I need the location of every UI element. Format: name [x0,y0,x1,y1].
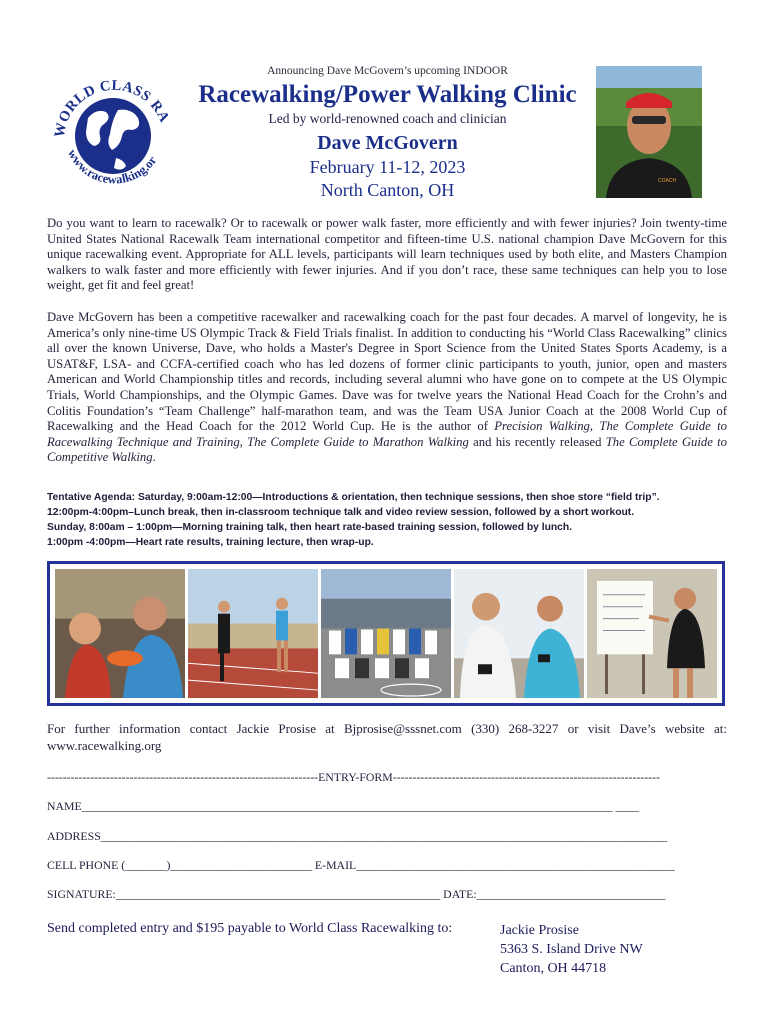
mail-instructions: Send completed entry and $195 payable to World Class Racewalking to: [47,921,453,936]
street-address: 5363 S. Island Drive NW [500,942,643,957]
agenda-line: 1:00pm -4:00pm—Heart rate results, training lecture, then wrap-up. [47,537,374,548]
clinic-photo-heart-rate [454,569,584,698]
announcement-line: Announcing Dave McGovern’s upcoming INDOOR [267,65,508,77]
book-title-precision-walking: Precision Walking [494,419,590,434]
clinic-photo-group [321,569,451,698]
flyer-header [190,64,585,202]
separator: , [239,434,248,449]
contact-info: For further information contact Jackie Prosise at Bjprosise@sssnet.com (330) 268-3227 or visit Dave’s website at: www.racewalking.org [47,721,727,753]
event-dates: February 11-12, 2023 [309,157,466,177]
event-location: North Canton, OH [320,180,455,200]
name-field[interactable]: NAME__________________________________________________________________________________________ ____ [47,799,640,813]
logo-top-text: WORLD CLASS RA [51,77,173,139]
bio-end: . [152,450,156,465]
clinic-photo-shoes [55,569,185,698]
coach-portrait-photo [596,66,702,198]
agenda-line: Sunday, 8:00am – 1:00pm—Morning training talk, then heart rate-based training session, followed by lunch. [47,522,573,533]
signature-date-field[interactable]: SIGNATURE:_______________________________________________________ DATE:________________________________ [47,887,666,901]
page-title: Racewalking/Power Walking Clinic [198,81,577,108]
city-state-zip: Canton, OH 44718 [500,961,607,976]
phone-email-field[interactable]: CELL PHONE (_______)________________________ E-MAIL______________________________________________________ [47,858,675,872]
world-class-racewalking-logo [46,66,180,200]
address-field[interactable]: ADDRESS________________________________________________________________________________________________ [47,829,668,843]
subtitle: Led by world-renowned coach and clinician [268,111,507,126]
book-title-marathon-guide: The Complete Guide to Marathon Walking [247,434,469,449]
entry-form-divider: ---------------------------------------------------------------------ENTRY-FORM-------------------------------------------------------------------- [47,770,660,784]
bio-text: Dave McGovern has been a competitive racewalker and racewalking coach for the past four decades. A marvel of longevity, he is America’s only nine-time US Olympic Track & Field Trials finalist. In addition to conducting his “World Class Racewalking” clinics all over the known Universe, Dave, who holds a Master's Degree in Sport Science from the United States Sports Academy, is a USAT&F, LSA- and CCFA-certified coach who has led dozens of former clinic participants to youth, junior, open and masters American and World Championship titles and records, including several alumni who have gone on to compete at the US Olympic Trials, World Championships, and the Olympic Games. Dave was for twelve years the National Head Coach for the Crohn’s and Colitis Foundation’s “Team Challenge” half-marathon team, and was the Team USA Junior Coach at the 2008 World Cup of Racewalking and the Head Coach for the 2012 World Cup. He is the author of [47,310,727,434]
clinic-photo-strip [47,561,725,706]
bio-paragraph [47,310,727,466]
mailing-address [500,921,643,978]
agenda [47,490,727,550]
separator: , [589,419,600,434]
clinic-photo-track [188,569,318,698]
logo-bottom-text: www.racewalking.or [65,147,160,187]
book-title-competitive-walking: The Complete Guide to Competitive Walking [47,434,727,465]
agenda-line: 12:00pm-4:00pm–Lunch break, then in-classroom technique talk and video review session, followed by a short workout. [47,507,635,518]
clinic-photo-lecture [587,569,717,698]
coach-name: Dave McGovern [317,132,458,154]
bio-connector-text: and his recently released [468,434,606,449]
intro-paragraph: Do you want to learn to racewalk? Or to racewalk or power walk faster, more efficiently and with fewer injuries? Join twenty-time United States National Racewalk Team international competitor and fifteen-time U.S. national champion Dave McGovern for this unique racewalking event. Appropriate for ALL levels, participants will learn techniques used by both elite, and Masters Champion walkers to walk faster and more efficiently with fewer injuries. And if you don’t race, these same techniques can help you to lose weight, get fit and feel great! [47,216,727,293]
addressee: Jackie Prosise [500,923,579,938]
book-title-racewalking-guide: The Complete Guide to Racewalking Technique and Training [47,419,727,449]
agenda-line: Tentative Agenda: Saturday, 9:00am-12:00—Introductions & orientation, then technique sessions, then shoe store “field trip”. [47,492,660,503]
portrait-shirt-label: COACH [658,178,677,184]
